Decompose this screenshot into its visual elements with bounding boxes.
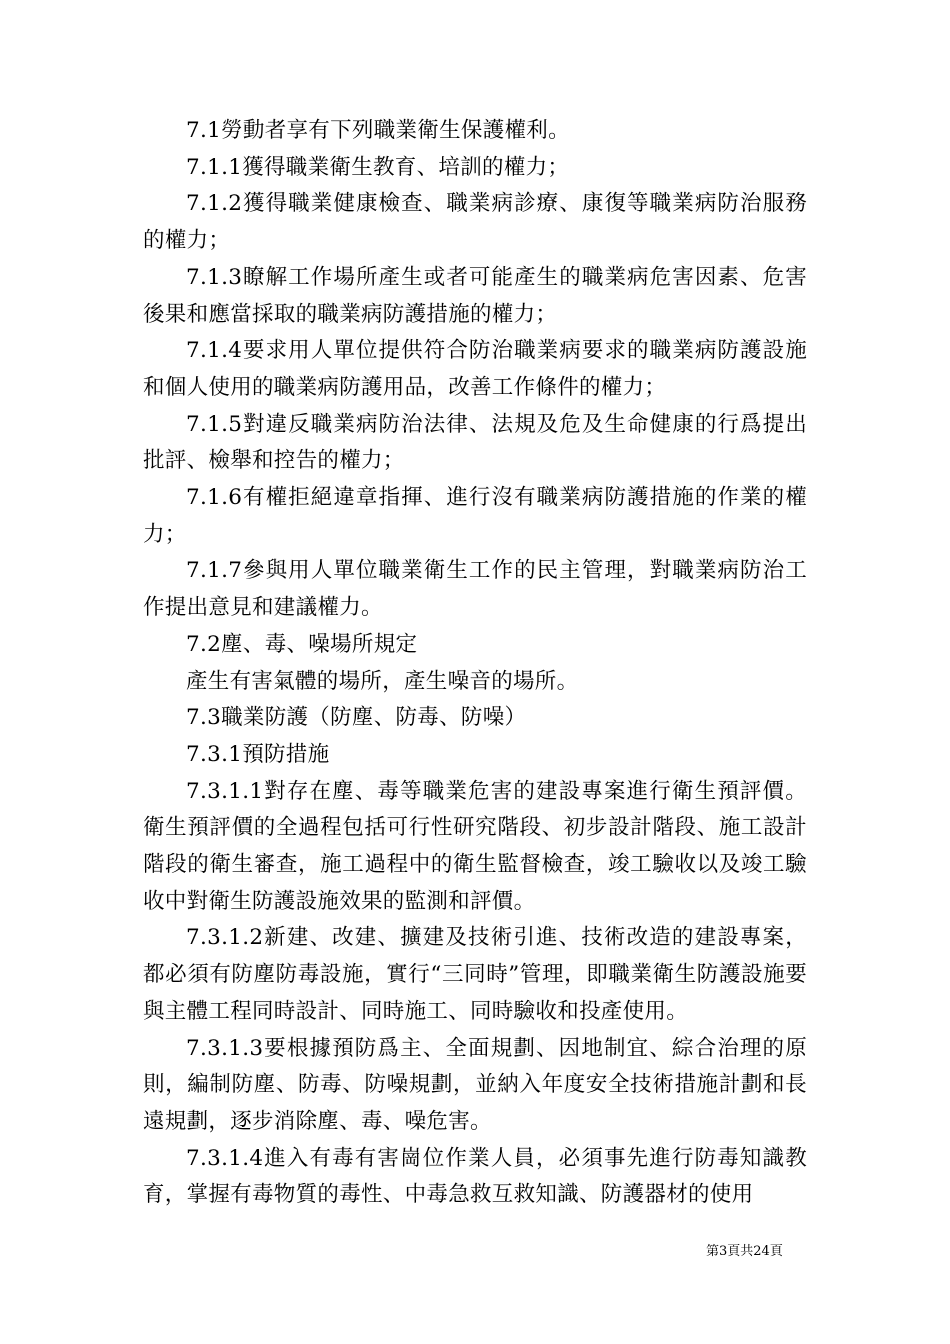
paragraph-7-2-body: 產生有害氣體的場所，產生噪音的場所。: [186, 668, 579, 694]
paragraph-7-3-1-1: 7.3.1.1對存在塵、毒等職業危害的建設專案進行衛生預評價。衛生預評價的全過程包括可行性研究階段、初步設計階段、施工設計階段的衛生審查，施工過程中的衛生監督檢查，竣工驗收以及竣工驗收中對衛生防護設施效果的監測和評價。: [143, 778, 807, 914]
paragraph-7-1-5: 7.1.5對違反職業病防治法律、法規及危及生命健康的行爲提出批評、檢舉和控告的權力；: [143, 411, 807, 474]
paragraph-7-3-1-3: 7.3.1.3要根據預防爲主、全面規劃、因地制宜、綜合治理的原則，編制防塵、防毒、防噪規劃，並納入年度安全技術措施計劃和長遠規劃，逐步消除塵、毒、噪危害。: [143, 1035, 807, 1134]
paragraph-7-2: 7.2塵、毒、噪場所規定: [186, 631, 418, 657]
paragraph-7-1-2: 7.1.2獲得職業健康檢查、職業病診療、康復等職業病防治服務的權力；: [143, 191, 807, 254]
paragraph-7-1-6: 7.1.6有權拒絕違章指揮、進行沒有職業病防護措施的作業的權力；: [143, 485, 807, 547]
paragraph-7-1-7: 7.1.7參與用人單位職業衛生工作的民主管理，對職業病防治工作提出意見和建議權力。: [143, 558, 807, 621]
paragraph-7-1-4: 7.1.4要求用人單位提供符合防治職業病要求的職業病防護設施和個人使用的職業病防護用品，改善工作條件的權力；: [143, 338, 807, 400]
paragraph-7-3-1-4: 7.3.1.4進入有毒有害崗位作業人員，必須事先進行防毒知識教育，掌握有毒物質的毒性、中毒急救互救知識、防護器材的使用: [143, 1145, 807, 1208]
paragraph-7-1-3: 7.1.3瞭解工作場所產生或者可能產生的職業病危害因素、危害後果和應當採取的職業病防護措施的權力；: [143, 264, 807, 327]
paragraph-7-3-1-2: 7.3.1.2新建、改建、擴建及技術引進、技術改造的建設專案，都必須有防塵防毒設施，實行“三同時”管理，即職業衛生防護設施要與主體工程同時設計、同時施工、同時驗收和投產使用。: [143, 925, 807, 1024]
paragraph-7-3-1: 7.3.1預防措施: [186, 741, 330, 767]
paragraph-7-3: 7.3職業防護（防塵、防毒、防噪）: [186, 705, 527, 731]
paragraph-7-1-1: 7.1.1獲得職業衛生教育、培訓的權力；: [186, 154, 570, 180]
paragraph-7-1: 7.1勞動者享有下列職業衛生保護權利。: [186, 118, 570, 143]
page-number-label: 第3頁共24頁: [706, 1244, 783, 1259]
document-body: [143, 113, 807, 1214]
